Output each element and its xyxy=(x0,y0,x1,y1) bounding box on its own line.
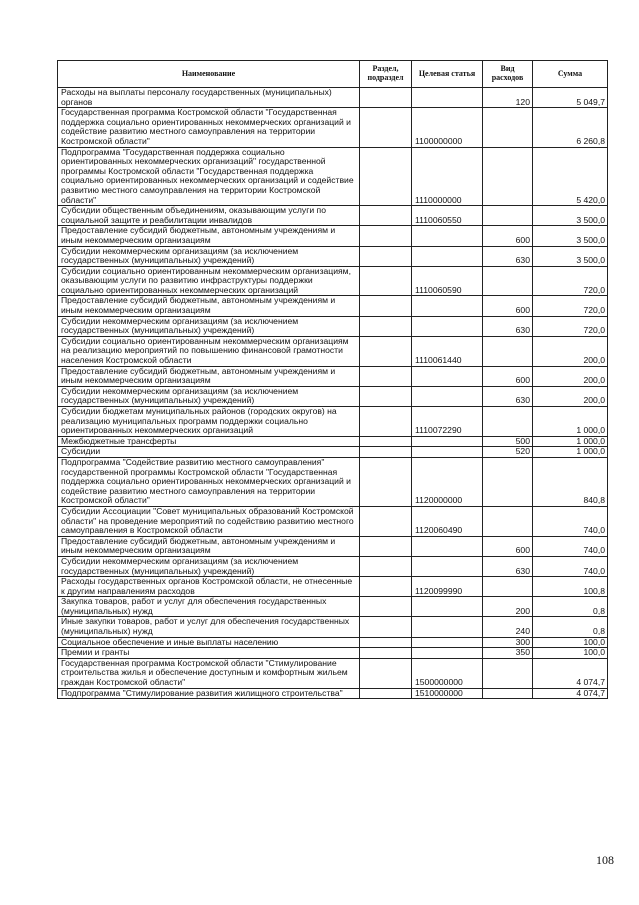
cell-vid: 600 xyxy=(483,226,533,246)
table-row xyxy=(58,246,608,266)
cell-razdel xyxy=(360,648,412,659)
cell-vid: 630 xyxy=(483,316,533,336)
table-row xyxy=(58,386,608,406)
table-row xyxy=(58,658,608,688)
table-row xyxy=(58,366,608,386)
cell-summa: 1 000,0 xyxy=(533,407,608,437)
cell-vid: 350 xyxy=(483,648,533,659)
cell-razdel xyxy=(360,577,412,597)
cell-razdel xyxy=(360,226,412,246)
cell-razdel xyxy=(360,637,412,648)
cell-summa: 0,8 xyxy=(533,597,608,617)
cell-vid: 630 xyxy=(483,246,533,266)
cell-razdel xyxy=(360,457,412,506)
cell-razdel xyxy=(360,688,412,699)
cell-vid xyxy=(483,336,533,366)
cell-razdel xyxy=(360,147,412,206)
cell-razdel xyxy=(360,88,412,108)
cell-summa: 0,8 xyxy=(533,617,608,637)
cell-summa: 6 260,8 xyxy=(533,108,608,147)
cell-summa: 740,0 xyxy=(533,556,608,576)
cell-razdel xyxy=(360,556,412,576)
cell-vid xyxy=(483,147,533,206)
cell-razdel xyxy=(360,206,412,226)
cell-summa: 1 000,0 xyxy=(533,447,608,458)
cell-summa: 1 000,0 xyxy=(533,436,608,447)
cell-summa: 100,8 xyxy=(533,577,608,597)
table-row xyxy=(58,407,608,437)
cell-celevaya: 1510000000 xyxy=(412,688,483,699)
table-row xyxy=(58,88,608,108)
cell-name: Субсидии некоммерческим организациям (за исключением государственных (муниципальных) учреждений) xyxy=(58,386,360,406)
cell-razdel xyxy=(360,386,412,406)
cell-summa: 200,0 xyxy=(533,336,608,366)
cell-vid: 500 xyxy=(483,436,533,447)
cell-name: Предоставление субсидий бюджетным, автономным учреждениям и иным некоммерческим организациям xyxy=(58,366,360,386)
cell-celevaya xyxy=(412,637,483,648)
cell-celevaya: 1120060490 xyxy=(412,506,483,536)
budget-table xyxy=(57,60,608,699)
cell-celevaya xyxy=(412,597,483,617)
cell-name: Предоставление субсидий бюджетным, автономным учреждениям и иным некоммерческим организациям xyxy=(58,536,360,556)
cell-name: Расходы государственных органов Костромской области, не отнесенные к другим направлениям расходов xyxy=(58,577,360,597)
cell-celevaya: 1110072290 xyxy=(412,407,483,437)
table-row xyxy=(58,108,608,147)
cell-summa: 3 500,0 xyxy=(533,206,608,226)
cell-name: Субсидии социально ориентированным некоммерческим организациям на реализацию мероприятий по повышению финансовой грамотности населения Костромской области xyxy=(58,336,360,366)
cell-razdel xyxy=(360,366,412,386)
cell-celevaya: 1110060550 xyxy=(412,206,483,226)
cell-summa: 740,0 xyxy=(533,506,608,536)
cell-summa: 840,8 xyxy=(533,457,608,506)
cell-name: Предоставление субсидий бюджетным, автономным учреждениям и иным некоммерческим организациям xyxy=(58,226,360,246)
cell-vid: 630 xyxy=(483,556,533,576)
cell-vid xyxy=(483,206,533,226)
header-summa: Сумма xyxy=(533,61,608,88)
cell-celevaya xyxy=(412,366,483,386)
table-row xyxy=(58,506,608,536)
cell-vid xyxy=(483,266,533,296)
cell-celevaya xyxy=(412,536,483,556)
cell-vid xyxy=(483,688,533,699)
table-row xyxy=(58,226,608,246)
cell-name: Подпрограмма "Стимулирование развития жилищного строительства" xyxy=(58,688,360,699)
cell-vid: 630 xyxy=(483,386,533,406)
cell-vid: 240 xyxy=(483,617,533,637)
cell-celevaya xyxy=(412,556,483,576)
header-razdel: Раздел, подраздел xyxy=(360,61,412,88)
cell-celevaya xyxy=(412,648,483,659)
header-name: Наименование xyxy=(58,61,360,88)
table-row xyxy=(58,296,608,316)
cell-summa: 4 074,7 xyxy=(533,688,608,699)
table-row xyxy=(58,457,608,506)
cell-summa: 720,0 xyxy=(533,316,608,336)
table-row xyxy=(58,637,608,648)
cell-vid xyxy=(483,457,533,506)
cell-vid xyxy=(483,108,533,147)
cell-razdel xyxy=(360,658,412,688)
header-vid: Вид расходов xyxy=(483,61,533,88)
cell-name: Субсидии некоммерческим организациям (за исключением государственных (муниципальных) учреждений) xyxy=(58,556,360,576)
table-row xyxy=(58,436,608,447)
table-row xyxy=(58,597,608,617)
table-row xyxy=(58,336,608,366)
cell-summa: 100,0 xyxy=(533,637,608,648)
cell-celevaya xyxy=(412,447,483,458)
table-row xyxy=(58,648,608,659)
cell-name: Социальное обеспечение и иные выплаты населению xyxy=(58,637,360,648)
table-row xyxy=(58,147,608,206)
table-row xyxy=(58,206,608,226)
cell-celevaya xyxy=(412,246,483,266)
table-header-row xyxy=(58,61,608,88)
cell-celevaya: 1110060590 xyxy=(412,266,483,296)
cell-razdel xyxy=(360,108,412,147)
cell-celevaya xyxy=(412,316,483,336)
cell-name: Субсидии бюджетам муниципальных районов (городских округов) на реализацию муниципальных программ поддержки социально ориентированных некоммерческих организаций xyxy=(58,407,360,437)
table-row xyxy=(58,617,608,637)
cell-summa: 720,0 xyxy=(533,266,608,296)
cell-vid: 600 xyxy=(483,536,533,556)
cell-razdel xyxy=(360,617,412,637)
cell-name: Субсидии некоммерческим организациям (за исключением государственных (муниципальных) учреждений) xyxy=(58,246,360,266)
cell-razdel xyxy=(360,407,412,437)
cell-celevaya: 1100000000 xyxy=(412,108,483,147)
cell-celevaya xyxy=(412,226,483,246)
cell-razdel xyxy=(360,506,412,536)
cell-celevaya: 1500000000 xyxy=(412,658,483,688)
cell-celevaya: 1110061440 xyxy=(412,336,483,366)
cell-razdel xyxy=(360,536,412,556)
table-row xyxy=(58,266,608,296)
cell-name: Межбюджетные трансферты xyxy=(58,436,360,447)
table-row xyxy=(58,447,608,458)
cell-vid: 120 xyxy=(483,88,533,108)
cell-name: Предоставление субсидий бюджетным, автономным учреждениям и иным некоммерческим организациям xyxy=(58,296,360,316)
cell-razdel xyxy=(360,597,412,617)
cell-razdel xyxy=(360,246,412,266)
cell-name: Государственная программа Костромской области "Стимулирование строительства жилья и обеспечение доступным и комфортным жильем граждан Костромской области" xyxy=(58,658,360,688)
cell-summa: 200,0 xyxy=(533,366,608,386)
page-number: 108 xyxy=(596,853,614,867)
cell-summa: 5 049,7 xyxy=(533,88,608,108)
cell-name: Субсидии Ассоциации "Совет муниципальных образований Костромской области" на проведение мероприятий по содействию развитию местного самоуправления в Костромской области xyxy=(58,506,360,536)
cell-name: Закупка товаров, работ и услуг для обеспечения государственных (муниципальных) нужд xyxy=(58,597,360,617)
cell-name: Субсидии xyxy=(58,447,360,458)
table-row xyxy=(58,688,608,699)
table-row xyxy=(58,316,608,336)
cell-razdel xyxy=(360,436,412,447)
cell-celevaya xyxy=(412,296,483,316)
header-celevaya: Целевая статья xyxy=(412,61,483,88)
cell-celevaya xyxy=(412,386,483,406)
cell-vid: 200 xyxy=(483,597,533,617)
cell-razdel xyxy=(360,336,412,366)
cell-razdel xyxy=(360,296,412,316)
cell-vid xyxy=(483,577,533,597)
table-body xyxy=(58,88,608,699)
cell-name: Расходы на выплаты персоналу государственных (муниципальных) органов xyxy=(58,88,360,108)
cell-razdel xyxy=(360,266,412,296)
table-row xyxy=(58,577,608,597)
cell-vid xyxy=(483,407,533,437)
cell-name: Субсидии социально ориентированным некоммерческим организациям, оказывающим услуги по развитию инфраструктуры поддержки социально ориентированных некоммерческих организаций xyxy=(58,266,360,296)
cell-vid: 520 xyxy=(483,447,533,458)
cell-celevaya: 1120099990 xyxy=(412,577,483,597)
cell-celevaya xyxy=(412,617,483,637)
cell-name: Подпрограмма "Содействие развитию местного самоуправления" государственной программы Костромской области "Государственная поддержка социально ориентированных некоммерческих организаций и содействие развитию местного самоуправления на территории Костромской области" xyxy=(58,457,360,506)
cell-name: Субсидии общественным объединениям, оказывающим услуги по социальной защите и реабилитации инвалидов xyxy=(58,206,360,226)
cell-vid: 300 xyxy=(483,637,533,648)
cell-summa: 3 500,0 xyxy=(533,226,608,246)
cell-summa: 720,0 xyxy=(533,296,608,316)
cell-vid xyxy=(483,658,533,688)
cell-name: Государственная программа Костромской области "Государственная поддержка социально ориентированных некоммерческих организаций и содействие развитию местного самоуправления на территории Костромской области" xyxy=(58,108,360,147)
cell-celevaya: 1110000000 xyxy=(412,147,483,206)
cell-razdel xyxy=(360,316,412,336)
table-row xyxy=(58,556,608,576)
cell-celevaya xyxy=(412,436,483,447)
cell-summa: 3 500,0 xyxy=(533,246,608,266)
cell-celevaya xyxy=(412,88,483,108)
cell-razdel xyxy=(360,447,412,458)
cell-summa: 4 074,7 xyxy=(533,658,608,688)
cell-summa: 740,0 xyxy=(533,536,608,556)
cell-summa: 5 420,0 xyxy=(533,147,608,206)
cell-name: Подпрограмма "Государственная поддержка социально ориентированных некоммерческих организаций" государственной программы Костромской области "Государственная поддержка социально ориентированных некоммерческих организаций и содействие развитию местного самоуправления на территории Костромской области" xyxy=(58,147,360,206)
cell-summa: 200,0 xyxy=(533,386,608,406)
cell-vid xyxy=(483,506,533,536)
cell-vid: 600 xyxy=(483,296,533,316)
cell-name: Субсидии некоммерческим организациям (за исключением государственных (муниципальных) учреждений) xyxy=(58,316,360,336)
cell-celevaya: 1120000000 xyxy=(412,457,483,506)
cell-summa: 100,0 xyxy=(533,648,608,659)
cell-vid: 600 xyxy=(483,366,533,386)
table-row xyxy=(58,536,608,556)
cell-name: Премии и гранты xyxy=(58,648,360,659)
cell-name: Иные закупки товаров, работ и услуг для обеспечения государственных (муниципальных) нужд xyxy=(58,617,360,637)
